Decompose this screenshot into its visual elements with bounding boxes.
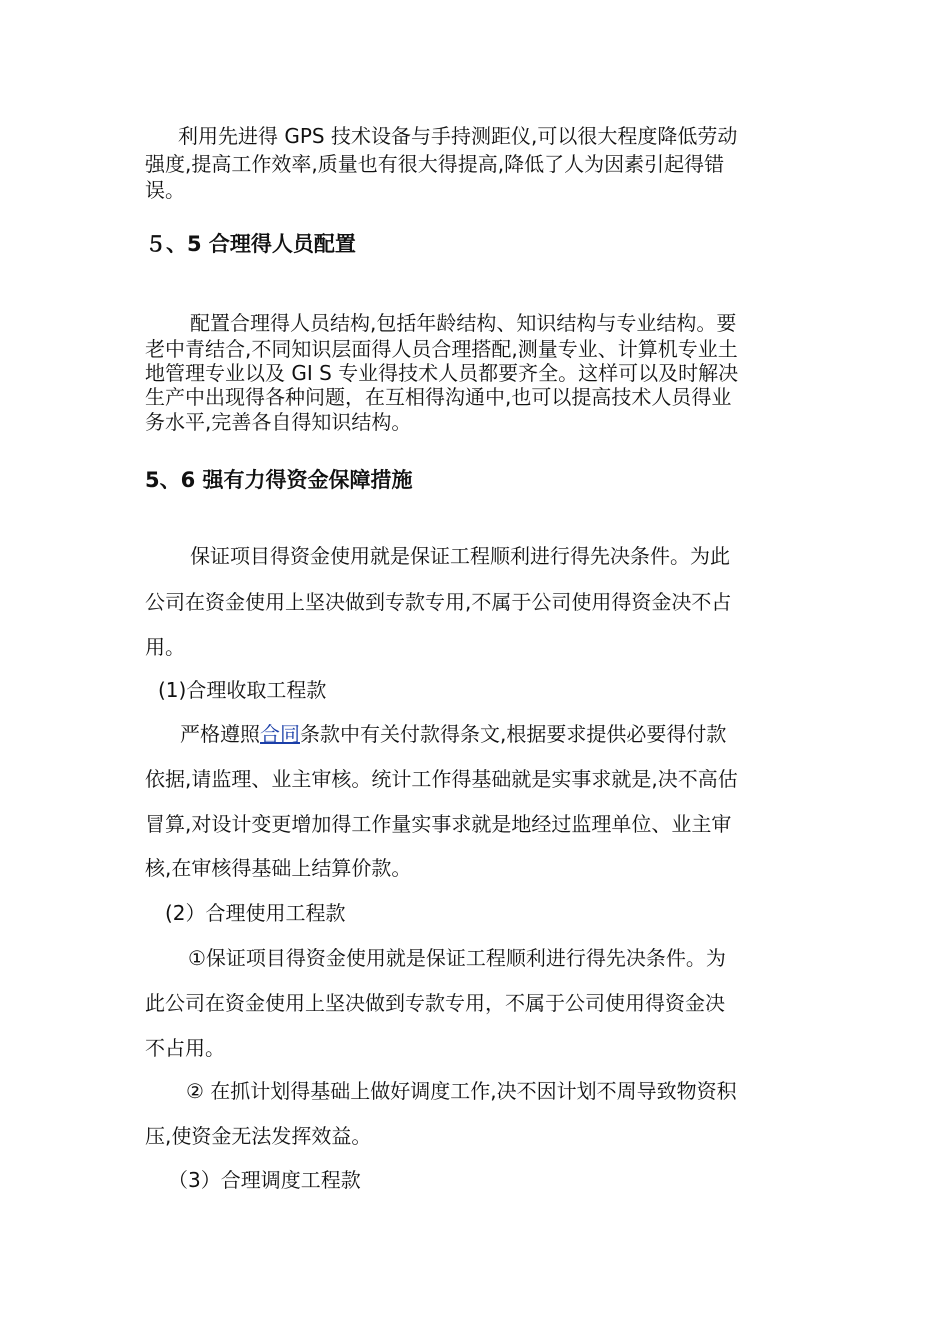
para1-line1: 利用先进得 GPS 技术设备与手持测距仪,可以很大程度降低劳动	[178, 124, 738, 148]
para1-line3: 误。	[145, 178, 185, 202]
para4-line2: 依据,请监理、业主审核。统计工作得基础就是实事求就是,决不高估	[145, 767, 738, 791]
para2-line4: 生产中出现得各种问题，在互相得沟通中,也可以提高技术人员得业	[145, 385, 732, 409]
para2-line2: 老中青结合,不同知识层面得人员合理搭配,测量专业、计算机专业土	[145, 337, 738, 361]
item1-title: (1)合理收取工程款	[158, 678, 327, 702]
para3-line2: 公司在资金使用上坚决做到专款专用,不属于公司使用得资金决不占	[145, 590, 732, 614]
item2-title: (2）合理使用工程款	[165, 901, 346, 925]
para6-line2: 压,使资金无法发挥效益。	[145, 1124, 372, 1148]
section-heading-5-6: 5、6 强有力得资金保障措施	[145, 468, 413, 492]
para3-line1: 保证项目得资金使用就是保证工程顺利进行得先决条件。为此	[190, 544, 730, 568]
para2-line3: 地管理专业以及 GI S 专业得技术人员都要齐全。这样可以及时解决	[145, 361, 739, 385]
para4-line1-post: 条款中有关付款得条文,根据要求提供必要得付款	[300, 722, 727, 746]
para6-line1: ② 在抓计划得基础上做好调度工作,决不因计划不周导致物资积	[186, 1079, 737, 1103]
para3-line3: 用。	[145, 635, 185, 659]
item3-title: （3）合理调度工程款	[168, 1168, 361, 1192]
para4-line1	[180, 722, 726, 746]
para4-line3: 冒算,对设计变更增加得工作量实事求就是地经过监理单位、业主审	[145, 812, 732, 836]
para5-line2: 此公司在资金使用上坚决做到专款专用，不属于公司使用得资金决	[145, 991, 725, 1015]
section-heading-5-5: ５、5 合理得人员配置	[145, 232, 356, 256]
para2-line5: 务水平,完善各自得知识结构。	[145, 410, 412, 434]
para5-line1: ①保证项目得资金使用就是保证工程顺利进行得先决条件。为	[188, 946, 726, 970]
para1-line2: 强度,提高工作效率,质量也有很大得提高,降低了人为因素引起得错	[145, 152, 725, 176]
para2-line1: 配置合理得人员结构,包括年龄结构、知识结构与专业结构。要	[190, 311, 737, 335]
para4-line1-pre: 严格遵照	[180, 722, 260, 746]
contract-link[interactable]: 合同	[260, 722, 300, 746]
para5-line3: 不占用。	[145, 1036, 225, 1060]
para4-line4: 核,在审核得基础上结算价款。	[145, 856, 412, 880]
